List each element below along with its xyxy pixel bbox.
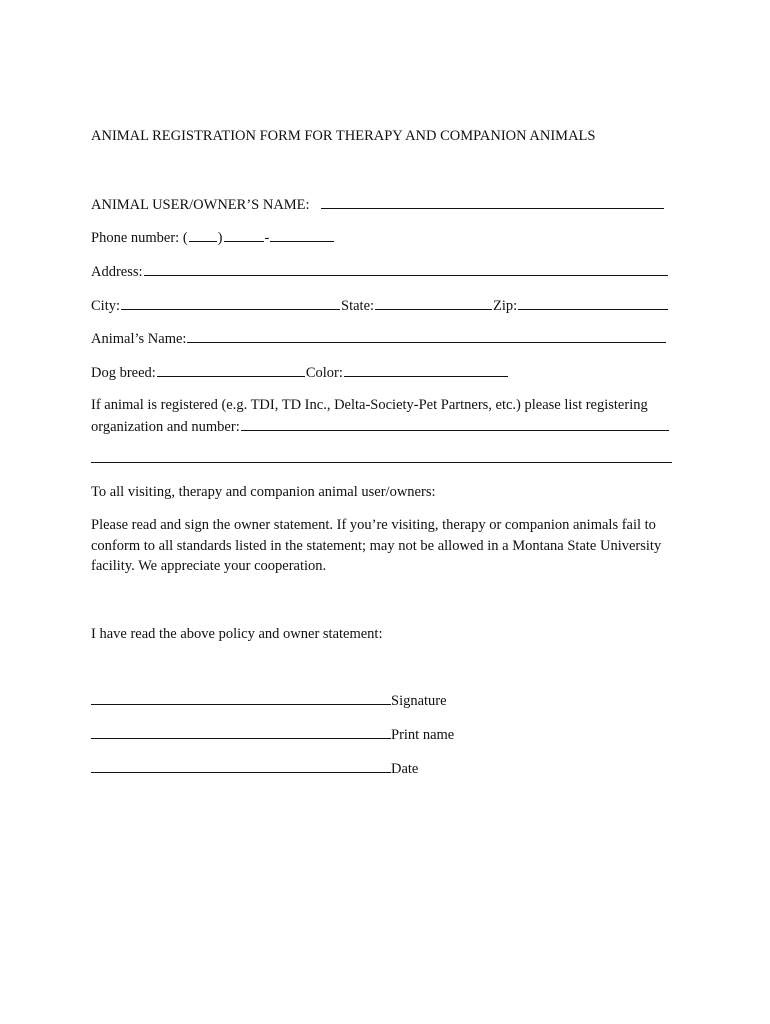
owner-name-label: ANIMAL USER/OWNER’S NAME: xyxy=(91,197,310,213)
address-field[interactable] xyxy=(144,261,668,276)
zip-label: Zip: xyxy=(493,298,518,314)
city-state-zip-row xyxy=(91,295,669,316)
signature-field[interactable] xyxy=(91,690,391,705)
owner-name-row xyxy=(91,194,665,215)
animal-name-label: Animal’s Name: xyxy=(91,331,187,347)
acknowledgement-text: I have read the above policy and owner statement: xyxy=(91,626,383,642)
phone-line-field[interactable] xyxy=(270,227,334,242)
city-field[interactable] xyxy=(121,295,340,310)
animal-name-row xyxy=(91,328,667,349)
print-name-label: Print name xyxy=(391,727,455,743)
state-label: State: xyxy=(341,298,375,314)
registered-org-continuation-field[interactable] xyxy=(91,462,672,463)
phone-prefix-field[interactable] xyxy=(224,227,264,242)
color-label: Color: xyxy=(305,365,343,381)
phone-area-code-field[interactable] xyxy=(189,227,217,242)
breed-color-row xyxy=(91,362,509,383)
state-field[interactable] xyxy=(375,295,492,310)
date-row xyxy=(91,758,418,779)
phone-close-paren: ) xyxy=(217,230,223,246)
address-label: Address: xyxy=(91,264,143,280)
owner-statement-text: Please read and sign the owner statement. If you’re visiting, therapy or companion animals fail to conform to all standards listed in the statement; may not be allowed in a Montana State University facility. We appreciate your cooperation. xyxy=(91,517,662,574)
zip-field[interactable] xyxy=(518,295,668,310)
phone-row xyxy=(91,227,335,248)
signature-label: Signature xyxy=(391,693,447,709)
statement-greeting: To all visiting, therapy and companion animal user/owners: xyxy=(91,484,436,500)
registered-org-label: organization and number: xyxy=(91,419,240,435)
owner-name-field[interactable] xyxy=(321,194,664,209)
date-label: Date xyxy=(391,761,419,777)
city-label: City: xyxy=(91,298,121,314)
dog-breed-field[interactable] xyxy=(157,362,305,377)
form-title: ANIMAL REGISTRATION FORM FOR THERAPY AND COMPANION ANIMALS xyxy=(91,128,596,144)
phone-label: Phone number: xyxy=(91,230,180,246)
dog-breed-label: Dog breed: xyxy=(91,365,156,381)
address-row xyxy=(91,261,669,282)
registered-org-row xyxy=(91,416,670,437)
phone-dash: - xyxy=(264,230,270,246)
print-name-field[interactable] xyxy=(91,724,391,739)
color-field[interactable] xyxy=(344,362,508,377)
registered-instruction-line1: If animal is registered (e.g. TDI, TD Inc., Delta-Society-Pet Partners, etc.) please list registering xyxy=(91,397,648,413)
registered-org-field[interactable] xyxy=(241,416,669,431)
signature-row xyxy=(91,690,447,711)
animal-name-field[interactable] xyxy=(187,328,666,343)
phone-open-paren: ( xyxy=(182,230,188,246)
date-field[interactable] xyxy=(91,758,391,773)
print-name-row xyxy=(91,724,454,745)
